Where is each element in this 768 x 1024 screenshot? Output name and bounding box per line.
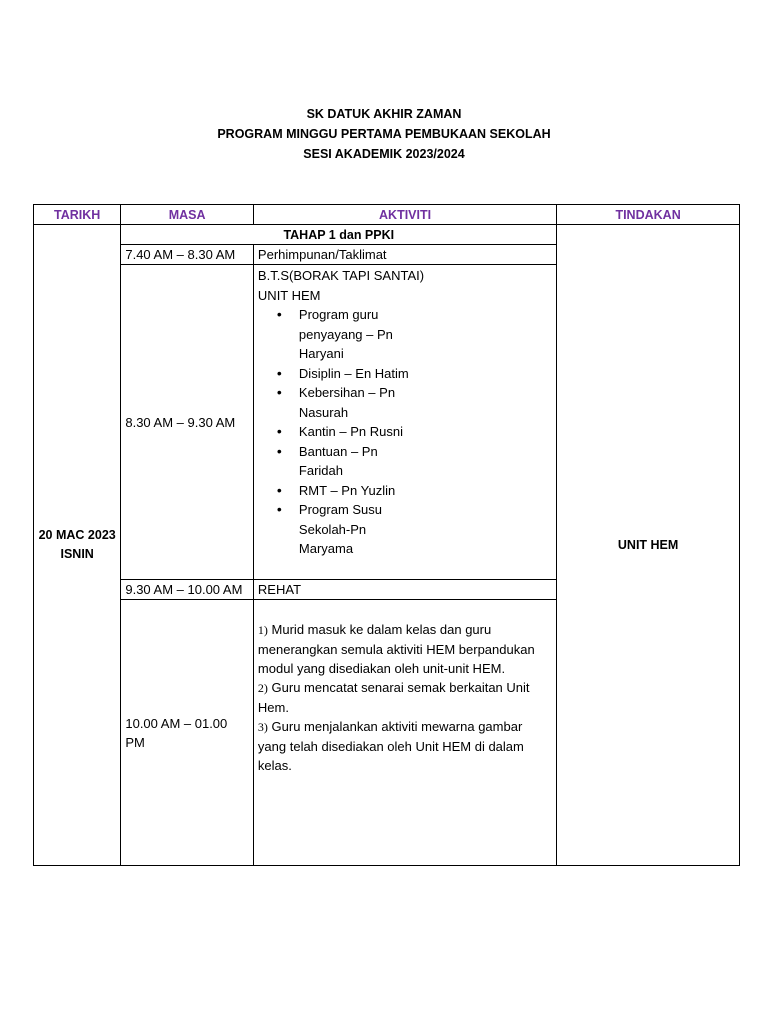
activity-cell <box>253 600 556 866</box>
list-item: • Program guru penyayang – Pn Haryani <box>299 305 409 364</box>
list-item: • RMT – Pn Yuzlin <box>299 481 409 501</box>
list-item: • Program Susu Sekolah-Pn Maryama <box>299 500 409 559</box>
column-header-tarikh: TARIKH <box>34 205 121 225</box>
time-cell: 7.40 AM – 8.30 AM <box>121 245 254 265</box>
activity-cell: REHAT <box>253 580 556 600</box>
task-number: 2) <box>257 681 268 695</box>
activity-cell: Perhimpunan/Taklimat <box>253 245 556 265</box>
date-cell <box>34 225 121 866</box>
tindakan-cell: UNIT HEM <box>557 225 740 866</box>
date-label: 20 MAC 2023 <box>38 528 116 542</box>
session-title: SESI AKADEMIK 2023/2024 <box>303 147 465 161</box>
list-item: • Kebersihan – Pn Nasurah <box>299 383 409 422</box>
time-cell: 8.30 AM – 9.30 AM <box>121 265 254 580</box>
column-header-tindakan: TINDAKAN <box>557 205 740 225</box>
schedule-table <box>33 204 740 866</box>
task-text: Guru menjalankan aktiviti mewarna gambar yang telah disediakan oleh Unit HEM di dalam kelas. <box>257 719 524 773</box>
activity-cell <box>253 265 556 580</box>
task-number: 3) <box>257 720 268 734</box>
activity-subtitle: UNIT HEM <box>257 287 321 303</box>
task-item <box>258 678 552 717</box>
list-item: • Kantin – Pn Rusni <box>299 422 409 442</box>
list-item: • Bantuan – Pn Faridah <box>299 442 409 481</box>
table-header-row <box>34 205 740 225</box>
list-item: • Disiplin – En Hatim <box>299 364 409 384</box>
document-header <box>0 104 768 164</box>
task-number: 1) <box>257 623 268 637</box>
table-row <box>34 225 740 245</box>
unit-list <box>258 305 552 559</box>
time-cell: 9.30 AM – 10.00 AM <box>121 580 254 600</box>
time-cell: 10.00 AM – 01.00 PM <box>121 600 254 866</box>
task-text: Murid masuk ke dalam kelas dan guru menerangkan semula aktiviti HEM berpandukan modul yang disediakan oleh unit-unit HEM. <box>257 622 535 676</box>
task-item <box>258 620 552 678</box>
group-label: TAHAP 1 dan PPKI <box>121 225 557 245</box>
column-header-aktiviti: AKTIVITI <box>253 205 556 225</box>
activity-title: B.T.S(BORAK TAPI SANTAI) <box>257 268 425 283</box>
school-name: SK DATUK AKHIR ZAMAN <box>306 107 462 121</box>
day-label: ISNIN <box>60 547 94 561</box>
task-item <box>258 717 552 775</box>
program-title: PROGRAM MINGGU PERTAMA PEMBUKAAN SEKOLAH <box>217 127 551 141</box>
column-header-masa: MASA <box>121 205 254 225</box>
task-text: Guru mencatat senarai semak berkaitan Unit Hem. <box>257 680 530 715</box>
